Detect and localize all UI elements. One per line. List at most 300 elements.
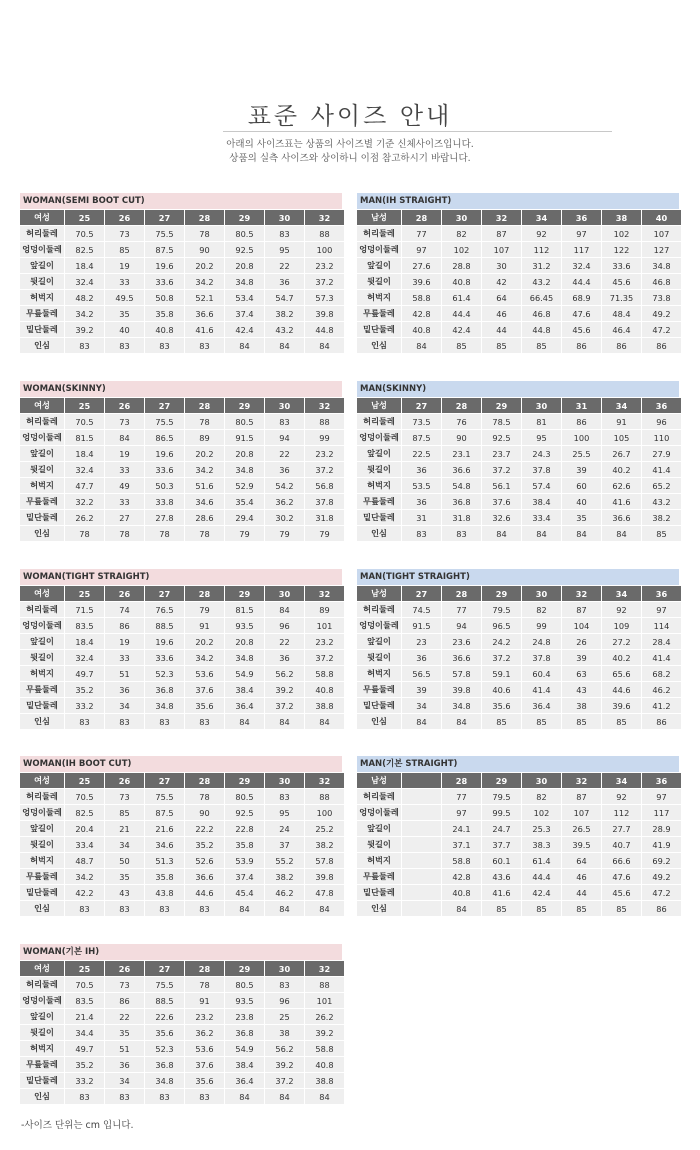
measurement-value: 46.8 <box>642 274 681 289</box>
measurement-label: 뒷길이 <box>20 274 64 289</box>
measurement-value: 37.4 <box>225 869 264 884</box>
measurement-value: 39.2 <box>65 322 104 337</box>
measurement-value: 79 <box>305 526 344 541</box>
measurement-value: 31.2 <box>522 258 561 273</box>
measurement-value: 40.2 <box>602 462 641 477</box>
measurement-value: 41.6 <box>602 494 641 509</box>
measurement-value: 80.5 <box>225 226 264 241</box>
size-header-cell <box>402 773 441 788</box>
measurement-value: 35.6 <box>185 1073 224 1088</box>
measurement-value: 84 <box>305 714 344 729</box>
measurement-value: 36.8 <box>145 682 184 697</box>
size-header-cell: 34 <box>602 773 641 788</box>
measurement-label: 무릎둘레 <box>20 869 64 884</box>
measurement-label: 엉덩이둘레 <box>20 993 64 1008</box>
measurement-value: 33.2 <box>65 1073 104 1088</box>
table-row <box>357 478 681 493</box>
measurement-label: 허벅지 <box>357 853 401 868</box>
measurement-value: 93.5 <box>225 993 264 1008</box>
measurement-value: 89 <box>305 602 344 617</box>
measurement-value: 84 <box>562 526 601 541</box>
measurement-value: 73 <box>105 414 144 429</box>
measurement-label: 허벅지 <box>20 290 64 305</box>
measurement-value: 86 <box>562 338 601 353</box>
measurement-value: 85 <box>562 901 601 916</box>
size-header-cell: 27 <box>402 398 441 413</box>
table-row <box>357 618 681 633</box>
table-header-row <box>20 210 344 225</box>
size-header-cell: 30 <box>442 210 481 225</box>
measurement-value: 50.3 <box>145 478 184 493</box>
measurement-label: 허리둘레 <box>357 602 401 617</box>
measurement-value: 53.4 <box>225 290 264 305</box>
measurement-value: 36.4 <box>522 698 561 713</box>
measurement-label: 뒷길이 <box>357 650 401 665</box>
measurement-value: 81 <box>522 414 561 429</box>
measurement-value: 38.8 <box>305 1073 344 1088</box>
measurement-value: 23.1 <box>442 446 481 461</box>
measurement-value: 84 <box>265 1089 304 1104</box>
page-title: 표준 사이즈 안내 <box>247 102 453 130</box>
size-header-cell: 34 <box>522 210 561 225</box>
measurement-value: 96 <box>642 414 681 429</box>
size-header-cell: 27 <box>145 210 184 225</box>
measurement-value: 36.8 <box>145 1057 184 1072</box>
measurement-value: 35.8 <box>145 306 184 321</box>
measurement-value: 34.6 <box>185 494 224 509</box>
measurement-value: 92 <box>602 789 641 804</box>
measurement-value: 85 <box>602 714 641 729</box>
table-row <box>357 698 681 713</box>
measurement-value: 44.4 <box>562 274 601 289</box>
measurement-value: 22.5 <box>402 446 441 461</box>
size-header-cell: 30 <box>265 586 304 601</box>
measurement-value: 52.1 <box>185 290 224 305</box>
measurement-value: 27.9 <box>642 446 681 461</box>
measurement-value: 51 <box>105 666 144 681</box>
measurement-label: 앞길이 <box>20 258 64 273</box>
measurement-value: 22 <box>105 1009 144 1024</box>
measurement-value: 75.5 <box>145 414 184 429</box>
measurement-value: 66.45 <box>522 290 561 305</box>
measurement-value: 85 <box>522 901 561 916</box>
table-caption: MAN(SKINNY) <box>357 381 679 397</box>
measurement-value: 54.9 <box>225 1041 264 1056</box>
measurement-value: 61.4 <box>442 290 481 305</box>
measurement-label: 밑단둘레 <box>20 510 64 525</box>
measurement-label: 허리둘레 <box>20 977 64 992</box>
size-table-block <box>357 569 679 730</box>
measurement-value: 84 <box>265 338 304 353</box>
measurement-value: 36 <box>402 462 441 477</box>
table-row <box>20 338 344 353</box>
table-row <box>20 602 344 617</box>
measurement-label: 무릎둘레 <box>357 869 401 884</box>
measurement-label: 허리둘레 <box>20 414 64 429</box>
measurement-value: 39.2 <box>265 1057 304 1072</box>
measurement-label: 허리둘레 <box>357 414 401 429</box>
measurement-value: 100 <box>562 430 601 445</box>
size-header-cell: 27 <box>145 398 184 413</box>
measurement-value: 52.3 <box>145 666 184 681</box>
measurement-value: 25.3 <box>522 821 561 836</box>
measurement-value: 49.5 <box>105 290 144 305</box>
table-row <box>20 977 344 992</box>
measurement-value: 37.1 <box>442 837 481 852</box>
measurement-value: 94 <box>265 430 304 445</box>
measurement-value: 38.4 <box>522 494 561 509</box>
gender-header-cell: 남성 <box>357 398 401 413</box>
size-header-cell: 40 <box>642 210 681 225</box>
measurement-value: 85 <box>642 526 681 541</box>
measurement-value: 54.2 <box>265 478 304 493</box>
measurement-value: 60.4 <box>522 666 561 681</box>
size-header-cell: 26 <box>105 773 144 788</box>
table-row <box>357 462 681 477</box>
measurement-value: 47.2 <box>642 885 681 900</box>
measurement-value: 48.2 <box>65 290 104 305</box>
measurement-label: 허벅지 <box>357 666 401 681</box>
table-row <box>20 618 344 633</box>
measurement-value: 64 <box>562 853 601 868</box>
measurement-value: 40.7 <box>602 837 641 852</box>
measurement-value: 105 <box>602 430 641 445</box>
table-row <box>357 650 681 665</box>
size-table-block <box>20 756 342 917</box>
measurement-value: 83 <box>145 901 184 916</box>
size-header-cell: 28 <box>185 773 224 788</box>
measurement-value: 92.5 <box>225 242 264 257</box>
table-row <box>20 682 344 697</box>
measurement-value: 77 <box>442 602 481 617</box>
table-row <box>20 634 344 649</box>
measurement-value: 79 <box>225 526 264 541</box>
measurement-value: 83 <box>265 977 304 992</box>
measurement-value: 36.4 <box>225 698 264 713</box>
measurement-value: 117 <box>642 805 681 820</box>
measurement-value: 78 <box>185 226 224 241</box>
table-row <box>20 478 344 493</box>
measurement-value: 37.8 <box>305 494 344 509</box>
measurement-value: 54.7 <box>265 290 304 305</box>
table-row <box>357 821 681 836</box>
table-row <box>20 1025 344 1040</box>
measurement-value: 97 <box>642 789 681 804</box>
measurement-value <box>402 885 441 900</box>
measurement-value: 70.5 <box>65 977 104 992</box>
measurement-value: 36.6 <box>442 650 481 665</box>
measurement-value: 20.8 <box>225 634 264 649</box>
measurement-value: 22.6 <box>145 1009 184 1024</box>
measurement-value: 40.8 <box>402 322 441 337</box>
measurement-value: 90 <box>185 805 224 820</box>
measurement-value: 37.8 <box>522 462 561 477</box>
measurement-value: 21.4 <box>65 1009 104 1024</box>
measurement-label: 밑단둘레 <box>357 322 401 337</box>
measurement-label: 앞길이 <box>357 821 401 836</box>
measurement-value: 19 <box>105 258 144 273</box>
size-table <box>19 397 345 542</box>
size-header-cell: 25 <box>65 773 104 788</box>
measurement-value: 44.6 <box>185 885 224 900</box>
measurement-value: 38 <box>562 698 601 713</box>
table-row <box>20 1073 344 1088</box>
measurement-value: 100 <box>305 805 344 820</box>
size-header-cell: 30 <box>265 210 304 225</box>
table-row <box>20 510 344 525</box>
measurement-value: 71.35 <box>602 290 641 305</box>
measurement-value: 39 <box>562 650 601 665</box>
measurement-value: 36 <box>105 682 144 697</box>
size-table-block <box>357 756 679 917</box>
measurement-value: 84 <box>225 901 264 916</box>
measurement-value: 36 <box>402 650 441 665</box>
measurement-label: 무릎둘레 <box>20 682 64 697</box>
title-divider <box>223 131 612 132</box>
measurement-value: 39.6 <box>402 274 441 289</box>
measurement-value: 96 <box>265 618 304 633</box>
measurement-value: 37.6 <box>482 494 521 509</box>
measurement-value: 51 <box>105 1041 144 1056</box>
table-row <box>357 789 681 804</box>
measurement-value: 83 <box>402 526 441 541</box>
measurement-value: 44.8 <box>305 322 344 337</box>
measurement-value: 75.5 <box>145 226 184 241</box>
measurement-value: 38.8 <box>305 698 344 713</box>
table-row <box>20 526 344 541</box>
measurement-value: 33.8 <box>145 494 184 509</box>
measurement-value: 127 <box>642 242 681 257</box>
measurement-value: 37.2 <box>305 650 344 665</box>
table-row <box>20 430 344 445</box>
measurement-value: 48.4 <box>602 306 641 321</box>
measurement-value: 78 <box>105 526 144 541</box>
measurement-label: 인심 <box>357 901 401 916</box>
measurement-value: 99 <box>305 430 344 445</box>
size-table <box>19 960 345 1105</box>
measurement-value: 73 <box>105 226 144 241</box>
measurement-value: 83.5 <box>65 618 104 633</box>
table-caption: MAN(TIGHT STRAIGHT) <box>357 569 679 585</box>
measurement-label: 앞길이 <box>20 446 64 461</box>
measurement-label: 엉덩이둘레 <box>20 430 64 445</box>
table-caption: WOMAN(TIGHT STRAIGHT) <box>20 569 342 585</box>
table-header-row <box>357 586 681 601</box>
measurement-value: 97 <box>562 226 601 241</box>
measurement-value: 42 <box>482 274 521 289</box>
measurement-value: 27.7 <box>602 821 641 836</box>
measurement-value: 46 <box>482 306 521 321</box>
size-header-cell: 29 <box>225 398 264 413</box>
measurement-value: 33.2 <box>65 698 104 713</box>
measurement-value: 92 <box>602 602 641 617</box>
measurement-value: 28.8 <box>442 258 481 273</box>
measurement-value: 34 <box>105 837 144 852</box>
measurement-value: 24 <box>265 821 304 836</box>
measurement-value: 95 <box>265 242 304 257</box>
measurement-value: 37.2 <box>265 698 304 713</box>
table-row <box>20 993 344 1008</box>
measurement-value: 84 <box>105 430 144 445</box>
measurement-value: 49.2 <box>642 869 681 884</box>
table-row <box>357 602 681 617</box>
measurement-value: 51.6 <box>185 478 224 493</box>
measurement-value: 36.4 <box>225 1073 264 1088</box>
measurement-value: 21 <box>105 821 144 836</box>
measurement-value: 78 <box>145 526 184 541</box>
measurement-value: 70.5 <box>65 414 104 429</box>
measurement-value: 97 <box>402 242 441 257</box>
size-header-cell: 27 <box>145 773 184 788</box>
measurement-label: 밑단둘레 <box>20 322 64 337</box>
measurement-value: 84 <box>442 714 481 729</box>
measurement-value: 44 <box>562 885 601 900</box>
measurement-value: 114 <box>642 618 681 633</box>
measurement-value: 109 <box>602 618 641 633</box>
measurement-value <box>402 805 441 820</box>
measurement-value: 34.2 <box>65 306 104 321</box>
measurement-value: 83 <box>105 338 144 353</box>
measurement-value: 18.4 <box>65 634 104 649</box>
measurement-label: 뒷길이 <box>357 837 401 852</box>
measurement-label: 밑단둘레 <box>20 1073 64 1088</box>
measurement-value: 47.8 <box>305 885 344 900</box>
measurement-value: 84 <box>402 714 441 729</box>
measurement-value: 37.2 <box>305 462 344 477</box>
measurement-value: 39.2 <box>265 682 304 697</box>
table-row <box>357 446 681 461</box>
measurement-value: 23.2 <box>305 446 344 461</box>
measurement-value: 28.6 <box>185 510 224 525</box>
gender-header-cell: 여성 <box>20 210 64 225</box>
measurement-value <box>402 853 441 868</box>
measurement-value: 40.8 <box>145 322 184 337</box>
measurement-label: 앞길이 <box>20 634 64 649</box>
measurement-value: 32.6 <box>482 510 521 525</box>
table-caption: MAN(기본 STRAIGHT) <box>357 756 679 772</box>
measurement-value: 85 <box>522 338 561 353</box>
table-row <box>357 837 681 852</box>
measurement-value: 37.2 <box>482 650 521 665</box>
measurement-value: 56.5 <box>402 666 441 681</box>
measurement-value: 107 <box>642 226 681 241</box>
measurement-value: 84 <box>602 526 641 541</box>
size-header-cell: 36 <box>562 210 601 225</box>
table-row <box>20 789 344 804</box>
measurement-value: 45.6 <box>562 322 601 337</box>
measurement-label: 허벅지 <box>357 290 401 305</box>
table-row <box>20 853 344 868</box>
measurement-value: 22 <box>265 634 304 649</box>
measurement-label: 뒷길이 <box>20 1025 64 1040</box>
measurement-value: 35.8 <box>225 837 264 852</box>
measurement-label: 뒷길이 <box>20 650 64 665</box>
measurement-value: 74 <box>105 602 144 617</box>
measurement-value: 39.6 <box>602 698 641 713</box>
measurement-value: 84 <box>482 526 521 541</box>
size-header-cell: 26 <box>105 398 144 413</box>
measurement-value: 43 <box>562 682 601 697</box>
measurement-value: 83 <box>185 714 224 729</box>
measurement-label: 무릎둘레 <box>20 306 64 321</box>
table-row <box>357 290 681 305</box>
measurement-label: 밑단둘레 <box>357 885 401 900</box>
measurement-value: 52.6 <box>185 853 224 868</box>
measurement-value: 38 <box>265 1025 304 1040</box>
measurement-value: 41.9 <box>642 837 681 852</box>
measurement-value: 43.8 <box>145 885 184 900</box>
measurement-value: 23.2 <box>305 634 344 649</box>
size-table <box>356 209 682 354</box>
measurement-value: 91.5 <box>225 430 264 445</box>
measurement-value: 78.5 <box>482 414 521 429</box>
measurement-value: 52.3 <box>145 1041 184 1056</box>
measurement-value: 32.4 <box>65 462 104 477</box>
measurement-value: 33.6 <box>145 650 184 665</box>
table-row <box>357 338 681 353</box>
measurement-value: 94 <box>442 618 481 633</box>
measurement-value: 102 <box>522 805 561 820</box>
measurement-value: 77 <box>402 226 441 241</box>
gender-header-cell: 남성 <box>357 586 401 601</box>
measurement-value: 53.9 <box>225 853 264 868</box>
table-row <box>357 682 681 697</box>
table-row <box>20 322 344 337</box>
measurement-value: 57.8 <box>305 853 344 868</box>
table-row <box>20 1089 344 1104</box>
measurement-value: 32.4 <box>65 650 104 665</box>
measurement-value: 36.6 <box>185 306 224 321</box>
measurement-value: 85 <box>562 714 601 729</box>
measurement-value: 49.7 <box>65 1041 104 1056</box>
measurement-value: 86 <box>105 618 144 633</box>
size-header-cell: 29 <box>225 773 264 788</box>
measurement-label: 인심 <box>20 338 64 353</box>
measurement-value: 74.5 <box>402 602 441 617</box>
measurement-value: 65.6 <box>602 666 641 681</box>
measurement-label: 무릎둘레 <box>357 494 401 509</box>
measurement-value: 83 <box>442 526 481 541</box>
measurement-value: 78 <box>185 414 224 429</box>
measurement-value: 23.2 <box>305 258 344 273</box>
measurement-value: 101 <box>305 993 344 1008</box>
size-header-cell: 29 <box>225 210 264 225</box>
measurement-label: 엉덩이둘레 <box>357 805 401 820</box>
measurement-value: 60 <box>562 478 601 493</box>
measurement-value: 85 <box>482 901 521 916</box>
measurement-value: 39.5 <box>562 837 601 852</box>
measurement-value: 88.5 <box>145 993 184 1008</box>
measurement-value: 38.2 <box>305 837 344 852</box>
measurement-value: 26.7 <box>602 446 641 461</box>
measurement-value: 38.2 <box>265 306 304 321</box>
measurement-label: 허리둘레 <box>20 226 64 241</box>
measurement-value: 84 <box>305 338 344 353</box>
unit-footnote: -사이즈 단위는 cm 입니다. <box>21 1120 134 1131</box>
measurement-value: 41.4 <box>642 462 681 477</box>
table-row <box>20 242 344 257</box>
measurement-value: 84 <box>305 901 344 916</box>
measurement-value: 64 <box>482 290 521 305</box>
measurement-value: 46.4 <box>602 322 641 337</box>
measurement-value: 73 <box>105 789 144 804</box>
measurement-value: 77 <box>442 789 481 804</box>
measurement-value: 19 <box>105 634 144 649</box>
table-row <box>357 494 681 509</box>
measurement-value: 83 <box>65 1089 104 1104</box>
measurement-value: 24.8 <box>522 634 561 649</box>
size-header-cell: 26 <box>105 210 144 225</box>
